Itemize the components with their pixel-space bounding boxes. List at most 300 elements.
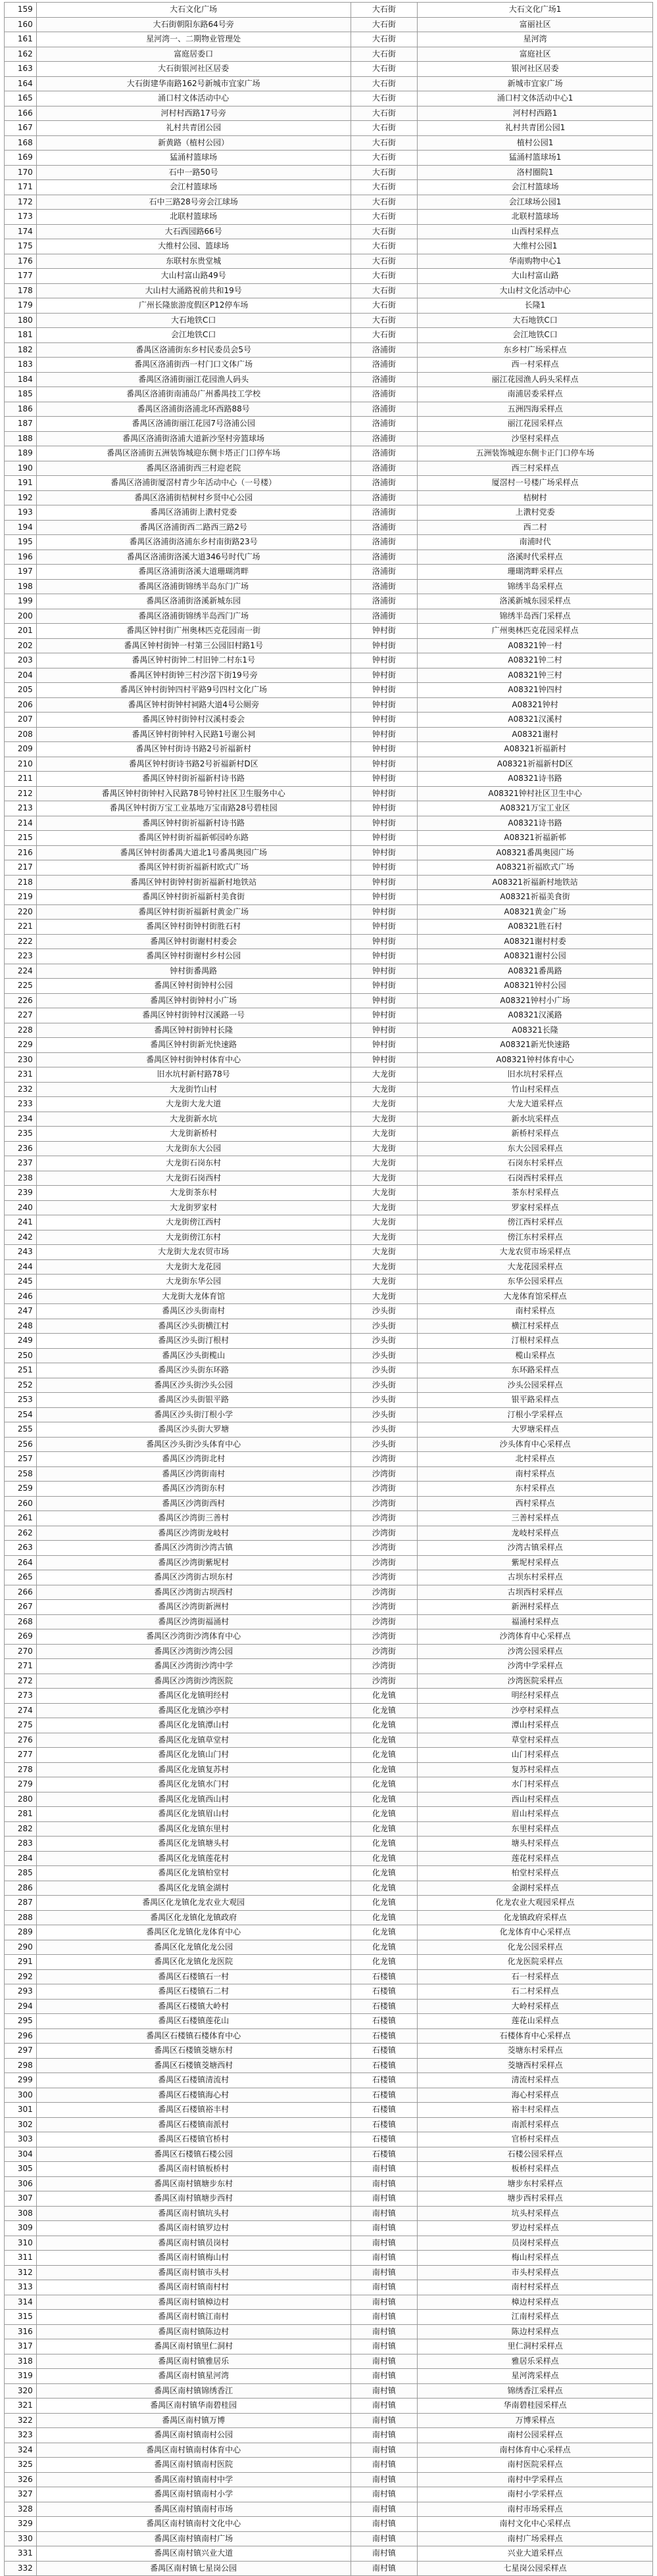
site-name-cell: 丽江花园采样点 [418,417,653,432]
address-cell: 大龙街新桥村 [36,1127,351,1142]
table-row [5,638,653,653]
row-number: 204 [5,668,37,683]
site-name-cell: 北联村篮球场 [418,210,653,225]
address-cell: 番禺区化龙镇化龙农业大观园 [36,1896,351,1911]
district-cell: 洛浦街 [351,565,418,580]
table-row [5,1319,653,1334]
row-number: 235 [5,1127,37,1142]
address-cell: 大龙街茶东村 [36,1186,351,1201]
district-cell: 化龙镇 [351,1762,418,1777]
table-row [5,135,653,151]
district-cell: 大石街 [351,165,418,180]
address-cell: 番禺区南村镇南村医院 [36,2458,351,2473]
table-row [5,845,653,860]
table-row [5,1437,653,1452]
district-cell: 南村镇 [351,2383,418,2399]
site-name-cell: 复苏村采样点 [418,1762,653,1777]
district-cell: 沙湾街 [351,1526,418,1541]
address-cell: 番禺区沙湾街三善村 [36,1511,351,1526]
row-number: 188 [5,431,37,446]
table-row [5,2206,653,2221]
address-cell: 石中三路28号旁会江球场 [36,195,351,210]
district-cell: 大石街 [351,121,418,136]
table-row [5,904,653,920]
row-number: 222 [5,934,37,949]
table-row [5,1289,653,1304]
table-row [5,1245,653,1260]
site-name-cell: A08321谢村公园 [418,949,653,964]
row-number: 253 [5,1393,37,1408]
row-number: 215 [5,831,37,846]
row-number: 285 [5,1866,37,1881]
district-cell: 大石街 [351,269,418,284]
row-number: 329 [5,2517,37,2532]
district-cell: 钟村街 [351,1008,418,1023]
district-cell: 大石街 [351,32,418,47]
table-row [5,520,653,535]
site-name-cell: 化龙镇政府采样点 [418,1910,653,1925]
row-number: 230 [5,1052,37,1067]
site-name-cell: 眉山村采样点 [418,1807,653,1822]
site-name-cell: A08321诗书路 [418,816,653,831]
district-cell: 南村镇 [351,2546,418,2562]
site-name-cell: A08321番禺奥园广场 [418,845,653,860]
address-cell: 番禺区沙头街南村 [36,1304,351,1319]
district-cell: 洛浦街 [351,594,418,609]
table-row [5,1348,653,1363]
table-row [5,1792,653,1807]
table-row [5,1008,653,1023]
district-cell: 大石街 [351,298,418,314]
district-cell: 沙头街 [351,1437,418,1452]
row-number: 169 [5,151,37,166]
address-cell: 番禺区南村镇南村文化中心 [36,2517,351,2532]
site-name-cell: 南村文化中心采样点 [418,2517,653,2532]
district-cell: 洛浦街 [351,417,418,432]
table-row [5,772,653,787]
table-row [5,2265,653,2280]
site-name-cell: 洛溪新城东园采样点 [418,594,653,609]
row-number: 238 [5,1171,37,1186]
district-cell: 钟村街 [351,668,418,683]
row-number: 260 [5,1496,37,1511]
table-row [5,32,653,47]
district-cell: 大石街 [351,17,418,32]
table-row [5,151,653,166]
site-name-cell: 石楼公园采样点 [418,2147,653,2162]
row-number: 321 [5,2399,37,2414]
table-row [5,1910,653,1925]
row-number: 299 [5,2073,37,2088]
site-name-cell: 紫坭村采样点 [418,1555,653,1570]
table-row [5,1925,653,1940]
row-number: 248 [5,1319,37,1334]
district-cell: 沙头街 [351,1348,418,1363]
row-number: 190 [5,461,37,476]
site-name-cell: 西山村采样点 [418,1792,653,1807]
address-cell: 番禺区钟村街祈福新村美食街 [36,890,351,905]
address-cell: 大石地铁C口 [36,313,351,328]
row-number: 185 [5,387,37,402]
address-cell: 番禺区沙湾街沙湾中学 [36,1659,351,1674]
table-row [5,1555,653,1570]
district-cell: 化龙镇 [351,1955,418,1970]
address-cell: 番禺区沙湾街紫坭村 [36,1555,351,1570]
site-name-cell: 锦绣香江采样点 [418,2383,653,2399]
row-number: 264 [5,1555,37,1570]
district-cell: 沙头街 [351,1334,418,1349]
row-number: 211 [5,772,37,787]
table-row [5,1541,653,1556]
table-row [5,2103,653,2118]
row-number: 317 [5,2339,37,2354]
address-cell: 大山村大涌路祝前共和19号 [36,283,351,298]
table-row [5,964,653,979]
table-row [5,47,653,62]
table-row [5,2162,653,2177]
row-number: 328 [5,2502,37,2517]
site-name-cell: 坑头村采样点 [418,2206,653,2221]
row-number: 210 [5,757,37,772]
address-cell: 番禺区南村镇星河湾 [36,2369,351,2384]
address-cell: 大龙街东大公园 [36,1141,351,1156]
address-cell: 番禺区沙头街横江村 [36,1319,351,1334]
row-number: 208 [5,727,37,742]
address-cell: 大龙街傍江西村 [36,1215,351,1230]
address-cell: 番禺区钟村街钟村小广场 [36,993,351,1008]
site-name-cell: 五洲四海采样点 [418,402,653,417]
site-name-cell: 五洲装饰城迎东侧卡正门口停车场 [418,446,653,461]
site-name-cell: 西三村采样点 [418,461,653,476]
site-name-cell: 竹山村采样点 [418,1082,653,1097]
district-cell: 南村镇 [351,2236,418,2251]
address-cell: 番禺区洛浦街丽江花园7号洛浦公园 [36,417,351,432]
row-number: 277 [5,1748,37,1763]
table-row [5,993,653,1008]
table-row [5,934,653,949]
address-cell: 番禺区石楼镇茭塘西村 [36,2058,351,2073]
site-name-cell: A08321汉溪路 [418,1008,653,1023]
district-cell: 大龙街 [351,1230,418,1245]
district-cell: 南村镇 [351,2324,418,2339]
address-cell: 番禺区钟村街祈福新村诗书路 [36,816,351,831]
district-cell: 大石街 [351,313,418,328]
row-number: 271 [5,1659,37,1674]
site-name-cell: 茭塘东村采样点 [418,2044,653,2059]
site-name-cell: 洛村圈院1 [418,165,653,180]
address-cell: 番禺区南村镇南村体育中心 [36,2443,351,2458]
site-name-cell: A08321番禺路 [418,964,653,979]
row-number: 259 [5,1482,37,1497]
site-name-cell: 大石文化广场1 [418,3,653,18]
district-cell: 沙湾街 [351,1570,418,1585]
row-number: 265 [5,1570,37,1585]
table-row [5,2531,653,2546]
table-row [5,757,653,772]
address-cell: 番禺区沙湾街沙湾医院 [36,1674,351,1689]
site-name-cell: A08321钟村体育中心 [418,1052,653,1067]
row-number: 303 [5,2132,37,2147]
site-name-cell: A08321祈福新邨 [418,831,653,846]
address-cell: 番禺区钟村街祈福新村欧式广场 [36,860,351,876]
district-cell: 钟村街 [351,993,418,1008]
site-name-cell: 大罗塘采样点 [418,1422,653,1438]
district-cell: 钟村街 [351,979,418,994]
district-cell: 石楼镇 [351,2014,418,2029]
table-row [5,1112,653,1127]
site-name-cell: A08321钟村公园 [418,979,653,994]
row-number: 304 [5,2147,37,2162]
district-cell: 南村镇 [351,2487,418,2502]
table-row [5,2472,653,2487]
row-number: 232 [5,1082,37,1097]
district-cell: 钟村街 [351,860,418,876]
table-row [5,461,653,476]
table-row [5,1452,653,1467]
table-row [5,1837,653,1852]
site-name-cell: 大龙体育馆采样点 [418,1289,653,1304]
site-name-cell: A08321诗书路 [418,772,653,787]
table-row [5,2428,653,2443]
site-name-cell: A08321钟村社区卫生中心 [418,786,653,801]
table-row [5,979,653,994]
district-cell: 南村镇 [351,2265,418,2280]
site-name-cell: 会江村篮球场 [418,180,653,195]
table-row [5,2251,653,2266]
site-name-cell: A08321谢村村委 [418,934,653,949]
district-cell: 洛浦街 [351,358,418,373]
district-cell: 南村镇 [351,2162,418,2177]
site-name-cell: 茭塘西村采样点 [418,2058,653,2073]
district-cell: 钟村街 [351,757,418,772]
address-cell: 番禺区沙头街东环路 [36,1363,351,1378]
site-name-cell: 锦绣半岛西门采样点 [418,609,653,624]
district-cell: 大龙街 [351,1289,418,1304]
row-number: 290 [5,1940,37,1955]
row-number: 229 [5,1038,37,1053]
table-row [5,594,653,609]
address-cell: 番禺区南村镇兴业大道 [36,2546,351,2562]
site-name-cell: 裕丰村采样点 [418,2103,653,2118]
address-cell: 番禺区石楼镇莲花山 [36,2014,351,2029]
district-cell: 钟村街 [351,875,418,890]
address-cell: 番禺区沙湾街北村 [36,1452,351,1467]
table-row [5,1866,653,1881]
address-cell: 番禺区南村镇南村中学 [36,2472,351,2487]
site-name-cell: 新城市宜家广场 [418,76,653,91]
table-row [5,2058,653,2073]
table-row [5,860,653,876]
address-cell: 新黄路（植村公园） [36,135,351,151]
row-number: 308 [5,2206,37,2221]
district-cell: 大龙街 [351,1141,418,1156]
address-cell: 番禺区化龙镇东里村 [36,1821,351,1837]
row-number: 279 [5,1777,37,1792]
address-cell: 番禺区南村镇员岗村 [36,2236,351,2251]
address-cell: 番禺区化龙镇塘头村 [36,1837,351,1852]
address-cell: 番禺区钟村街番禺大道北1号番禺奥园广场 [36,845,351,860]
district-cell: 南村镇 [351,2280,418,2295]
table-row [5,535,653,550]
address-cell: 番禺区钟村街祈福新村诗书路 [36,772,351,787]
site-name-cell: 石岗西村采样点 [418,1171,653,1186]
site-name-cell: 沙湾古镇采样点 [418,1541,653,1556]
site-name-cell: 化龙体育中心采样点 [418,1925,653,1940]
table-row [5,609,653,624]
site-name-cell: 市头村采样点 [418,2265,653,2280]
row-number: 214 [5,816,37,831]
district-cell: 化龙镇 [351,1940,418,1955]
site-name-cell: 榄山采样点 [418,1348,653,1363]
address-cell: 星河湾一、二期物业管理处 [36,32,351,47]
district-cell: 沙湾街 [351,1674,418,1689]
address-cell: 番禺区沙湾街沙湾古镇 [36,1541,351,1556]
table-row [5,1393,653,1408]
district-cell: 南村镇 [351,2531,418,2546]
table-row [5,1230,653,1245]
row-number: 231 [5,1067,37,1083]
table-row [5,2502,653,2517]
table-row [5,1851,653,1866]
site-name-cell: 锦绣半岛采样点 [418,579,653,594]
table-row [5,2324,653,2339]
district-cell: 化龙镇 [351,1703,418,1718]
site-name-cell: 新洲村采样点 [418,1600,653,1615]
site-name-cell: 潭山村采样点 [418,1718,653,1733]
row-number: 221 [5,920,37,935]
table-row [5,2383,653,2399]
site-name-cell: 沙湾医院采样点 [418,1674,653,1689]
district-cell: 化龙镇 [351,1851,418,1866]
district-cell: 沙湾街 [351,1555,418,1570]
site-name-cell: A08321祈福新村地铁站 [418,875,653,890]
row-number: 192 [5,490,37,505]
table-row [5,180,653,195]
row-number: 305 [5,2162,37,2177]
site-name-cell: 南村村采样点 [418,2280,653,2295]
table-row [5,1466,653,1482]
table-row [5,1881,653,1896]
row-number: 269 [5,1629,37,1645]
address-cell: 大石街朝阳东路64号旁 [36,17,351,32]
table-row [5,1082,653,1097]
table-row [5,1215,653,1230]
table-row [5,1600,653,1615]
site-name-cell: 兴业大道采样点 [418,2546,653,2562]
table-row [5,2191,653,2207]
address-cell: 北联村篮球场 [36,210,351,225]
table-row [5,697,653,713]
district-cell: 钟村街 [351,1052,418,1067]
row-number: 243 [5,1245,37,1260]
row-number: 202 [5,638,37,653]
district-cell: 化龙镇 [351,1733,418,1748]
row-number: 257 [5,1452,37,1467]
row-number: 250 [5,1348,37,1363]
district-cell: 洛浦街 [351,505,418,521]
table-row [5,2044,653,2059]
site-name-cell: A08321钟村小广场 [418,993,653,1008]
address-cell: 番禺区沙头街汀根小学 [36,1407,351,1422]
row-number: 205 [5,683,37,698]
table-row [5,1748,653,1763]
district-cell: 南村镇 [351,2413,418,2428]
table-row [5,1703,653,1718]
site-name-cell: 官桥村采样点 [418,2132,653,2147]
address-cell: 番禺区南村镇南村市场 [36,2502,351,2517]
table-row [5,579,653,594]
district-cell: 大石街 [351,210,418,225]
site-name-cell: 南村小学采样点 [418,2487,653,2502]
site-name-cell: 三善村采样点 [418,1511,653,1526]
site-name-cell: 涌口村文体活动中心1 [418,91,653,106]
table-row [5,1969,653,1984]
district-cell: 石楼镇 [351,2088,418,2103]
table-row [5,446,653,461]
district-cell: 沙头街 [351,1363,418,1378]
table-row [5,1511,653,1526]
row-number: 266 [5,1585,37,1600]
district-cell: 沙湾街 [351,1600,418,1615]
table-row [5,1171,653,1186]
site-name-cell: 沙头公园采样点 [418,1378,653,1393]
address-cell: 番禺区沙头街汀根村 [36,1334,351,1349]
table-row [5,2221,653,2236]
row-number: 318 [5,2354,37,2369]
district-cell: 洛浦街 [351,490,418,505]
district-cell: 南村镇 [351,2369,418,2384]
table-row [5,1052,653,1067]
site-name-cell: 石岗东村采样点 [418,1156,653,1171]
site-name-cell: 板桥村采样点 [418,2162,653,2177]
table-row [5,890,653,905]
row-number: 281 [5,1807,37,1822]
site-name-cell: 石二村采样点 [418,1984,653,2000]
district-cell: 沙湾街 [351,1541,418,1556]
table-row [5,76,653,91]
table-row [5,2088,653,2103]
site-name-cell: 大山村富山路 [418,269,653,284]
row-number: 315 [5,2310,37,2325]
address-cell: 番禺区钟村街钟三村沙滘下街19号旁 [36,668,351,683]
district-cell: 石楼镇 [351,2103,418,2118]
address-cell: 番禺区石楼镇茭塘东村 [36,2044,351,2059]
table-row [5,2132,653,2147]
district-cell: 化龙镇 [351,1748,418,1763]
district-cell: 南村镇 [351,2502,418,2517]
row-number: 223 [5,949,37,964]
address-cell: 番禺区钟村街祈福新邨园岭东路 [36,831,351,846]
table-row [5,298,653,314]
row-number: 275 [5,1718,37,1733]
site-name-cell: 石一村采样点 [418,1969,653,1984]
address-cell: 番禺区钟村街诗书路2号祈福新村 [36,742,351,757]
address-cell: 番禺区南村镇南村小学 [36,2487,351,2502]
table-row [5,1200,653,1215]
district-cell: 大石街 [351,254,418,269]
district-cell: 大石街 [351,106,418,121]
site-name-cell: 西村采样点 [418,1496,653,1511]
district-cell: 南村镇 [351,2517,418,2532]
table-row [5,1718,653,1733]
district-cell: 大石街 [351,328,418,343]
address-cell: 广州长隆旅游度假区P12停车场 [36,298,351,314]
row-number: 325 [5,2458,37,2473]
row-number: 322 [5,2413,37,2428]
district-cell: 沙湾街 [351,1452,418,1467]
row-number: 172 [5,195,37,210]
address-cell: 番禺区化龙镇化龙体育中心 [36,1925,351,1940]
